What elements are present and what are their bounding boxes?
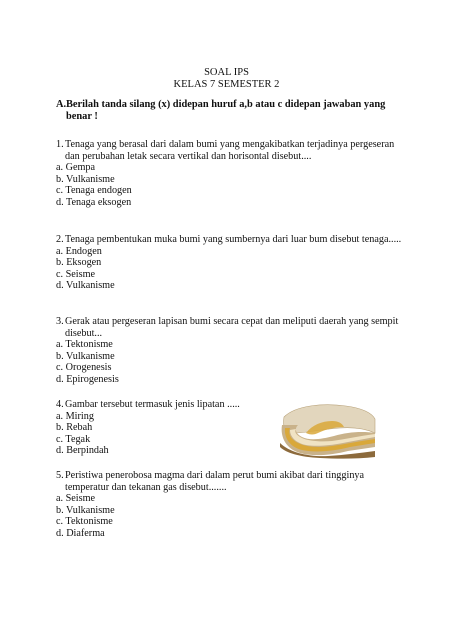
question-stem <box>56 139 406 162</box>
question-3 <box>56 316 406 386</box>
page-subtitle: KELAS 7 SEMESTER 2 <box>173 79 280 90</box>
answer-option-b[interactable]: b. Vulkanisme <box>56 173 115 185</box>
question-text: Gambar tersebut termasuk jenis lipatan ..... <box>65 399 240 410</box>
question-1 <box>56 139 406 209</box>
answer-option-d[interactable]: d. Berpindah <box>56 445 109 457</box>
answer-option-a[interactable]: a. Miring <box>56 410 94 422</box>
question-number: 3. <box>56 316 64 327</box>
answer-option-c[interactable]: c. Orogenesis <box>56 362 112 374</box>
question-4 <box>56 399 276 457</box>
answer-option-b[interactable]: b. Eksogen <box>56 257 102 269</box>
question-stem <box>56 470 406 493</box>
question-stem <box>56 234 406 246</box>
answer-option-d[interactable]: d. Epirogenesis <box>56 373 119 385</box>
question-stem <box>56 316 406 339</box>
answer-option-b[interactable]: b. Vulkanisme <box>56 350 115 362</box>
instruction-text: Berilah tanda silang (x) didepan huruf a,b atau c didepan jawaban yang benar ! <box>66 99 386 122</box>
answer-option-a[interactable]: a. Tektonisme <box>56 339 113 351</box>
answer-option-b[interactable]: b. Vulkanisme <box>56 504 115 516</box>
question-2 <box>56 234 406 292</box>
answer-option-b[interactable]: b. Rebah <box>56 422 93 434</box>
fold-illustration-icon <box>276 403 378 459</box>
question-number: 5. <box>56 470 64 481</box>
page-title: SOAL IPS <box>204 67 249 78</box>
answer-option-c[interactable]: c. Seisme <box>56 268 96 280</box>
answer-option-d[interactable]: d. Vulkanisme <box>56 280 115 292</box>
question-number: 1. <box>56 139 64 150</box>
answer-option-c[interactable]: c. Tektonisme <box>56 516 113 528</box>
answer-option-d[interactable]: d. Tenaga eksogen <box>56 196 132 208</box>
answer-option-a[interactable]: a. Endogen <box>56 245 102 257</box>
question-number: 2. <box>56 234 64 245</box>
question-5 <box>56 470 406 540</box>
section-instruction <box>56 99 401 123</box>
question-text: Tenaga yang berasal dari dalam bumi yang mengakibatkan terjadinya pergeseran dan perubahan letak secara vertikal dan horisontal disebut.... <box>65 139 395 162</box>
question-stem <box>56 399 276 411</box>
instruction-number: A. <box>56 99 67 110</box>
answer-option-a[interactable]: a. Gempa <box>56 162 96 174</box>
answer-option-c[interactable]: c. Tenaga endogen <box>56 185 132 197</box>
question-number: 4. <box>56 399 64 410</box>
answer-option-a[interactable]: a. Seisme <box>56 493 96 505</box>
answer-option-c[interactable]: c. Tegak <box>56 433 91 445</box>
question-text: Tenaga pembentukan muka bumi yang sumbernya dari luar bum disebut tenaga..... <box>65 234 402 245</box>
answer-option-d[interactable]: d. Diaferma <box>56 527 105 539</box>
question-text: Gerak atau pergeseran lapisan bumi secara cepat dan meliputi daerah yang sempit disebut... <box>65 316 399 339</box>
question-text: Peristiwa penerobosa magma dari dalam perut bumi akibat dari tingginya temperatur dan tekanan gas disebut....... <box>65 470 365 493</box>
